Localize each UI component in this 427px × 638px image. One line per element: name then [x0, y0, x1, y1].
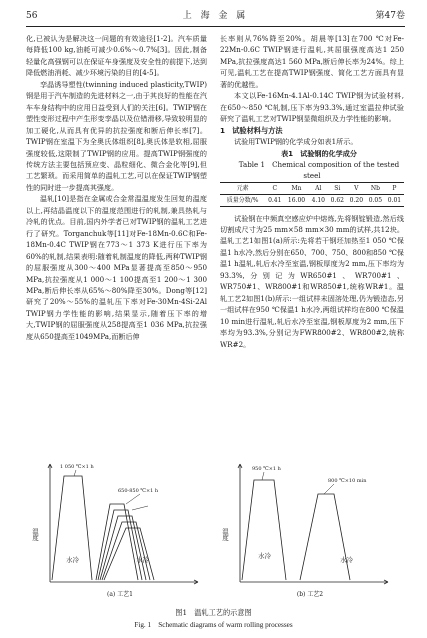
warm-rolling-curve — [96, 504, 138, 580]
paragraph: 长率则从76%降至20%。胡晨等[13]在700 ℃对Fe-22Mn-0.6C TWIP钢进行温轧,其屈服强度高达1 250 MPa,抗拉强度高达1 560 MPa,断后伸长率为24%。综上可见,温轧工艺在提高TWIP钢强度、简化工艺方面具有显著的优越性。 — [220, 34, 404, 89]
annotation: 950 ℃×1 h — [252, 466, 281, 472]
annotation: 800 ℃×10 min — [328, 478, 367, 484]
volume-label: 第47卷 — [375, 11, 405, 21]
annotation: 水冷 — [66, 556, 79, 564]
table-header-row — [220, 182, 404, 194]
table-cell: 0.05 — [366, 194, 385, 206]
paragraph: 孪晶诱导塑性(twinning induced plasticity,TWIP)钢是用于汽车制造的先进材料之一,由于其良好的性能在汽车车身结构中的应用日益受到人们的关注[6]。TWIP钢在塑性变形过程中产生形变孪晶以及位错滑移,导致较明显的加工硬化,从而具有优异的抗拉强度和断后伸长率[7]。TWIP钢在室温下为全奥氏体组织[8],奥氏体是软相,屈服强度较低,这限制了TWIP钢的应用。提高TWIP钢强度的传统方法主要包括预应变、晶粒细化、微合金化等[9],但工艺繁琐。而采用简单的温轧工艺,可以在保证TWIP钢塑性的同时进一步提高其强度。 — [26, 79, 207, 192]
table-header-cell: Al — [309, 182, 328, 194]
paragraph: 试验钢在中频真空感应炉中熔炼,先将钢锭锻造,然后线切割成尺寸为25 mm×58 mm×30 mm的试样,共12块。温轧工艺1如图1(a)所示:先将若干钢坯加热至1 050 ℃保温1 h水冷,然后分别在650、700、750、800和850 ℃保温1 h温轧,轧后水冷至室温,钢板厚度为2 mm,压下率均为93.3%,分别记为WR650#1、WR700#1、WR750#1、WR800#1和WR850#1,统称WR#1。温轧工艺2如图1(b)所示:一组试样未固溶处理,仍为锻造态,另一组试样在950 ℃保温1 h水冷,两组试样均在800 ℃保温10 min进行温轧,轧后水冷至室温,钢板厚度为2 mm,压下率均为93.3%,分别记为FWR800#2、WR800#2,统称WR#2。 — [220, 213, 404, 349]
running-header — [26, 8, 405, 24]
solution-treatment-curve — [52, 476, 92, 580]
subfigure-caption: (a) 工艺1 — [107, 591, 133, 598]
table-header-cell: P — [385, 182, 404, 194]
subfigure-caption: (b) 工艺2 — [296, 591, 324, 598]
page-number: 56 — [26, 11, 38, 21]
journal-name: 上 海 金 属 — [182, 11, 249, 21]
table-cell: 4.10 — [309, 194, 328, 206]
table-caption-en: Table 1 Chemical composition of the tested steel — [238, 159, 400, 180]
table-cell: 16.00 — [284, 194, 309, 206]
table-header-cell: Mn — [284, 182, 309, 194]
solution-treatment-curve — [242, 480, 286, 580]
figure-1 — [30, 458, 400, 598]
paragraph: 化,已被认为是解决这一问题的有效途径[1-2]。汽车质量每降低100 kg,油耗可减少0.6%～0.7%[3]。因此,制备轻量化高强钢可以在保证车身强度及安全性的前提下,达到降低燃油消耗、减少环境污染的目的[4-5]。 — [26, 34, 207, 78]
table-cell: 0.01 — [385, 194, 404, 206]
right-column — [220, 33, 404, 350]
warm-rolling-curve — [300, 494, 350, 580]
warm-rolling-curve — [98, 510, 142, 580]
y-axis-label: 温度 — [31, 528, 39, 541]
annotation: 水冷 — [340, 556, 353, 564]
leader-line — [74, 470, 76, 476]
leader-line — [324, 484, 334, 494]
warm-rolling-curve — [104, 528, 154, 580]
paragraph: 温轧[10]是指在金属或合金常温温度发生回复的温度以上,再结晶温度以下的温度范围进行的轧制,兼具热轧与冷轧的优点。目前,国内外学者已对TWIP钢的温轧工艺进行了研究。Torganchuk等[11]对Fe-18Mn-0.6C和Fe-18Mn-0.4C TWIP钢在773～1 373 K进行压下率为60%的轧制,结果表明:随着轧制温度的降低,两种TWIP钢的屈服强度从300～400 MPa显著提高至850～950 MPa,抗拉强度从1 000～1 100提高至1 200～1 300 MPa,断后伸长率从65%～80%降至30%。Dong等[12]研究了20%～55%的温轧压下率对Fe-30Mn-4Si-2Al TWIP钢力学性能的影响,结果显示,随着压下率的增大,TWIP钢的屈服强度从258提高至1 036 MPa,抗拉强度从650提高至1049MPa,而断后伸 — [26, 194, 207, 341]
table-caption-cn: 表1 试验钢的化学成分 — [281, 148, 357, 158]
table-cell: 0.41 — [265, 194, 284, 206]
table-header-cell: 元素 — [220, 182, 265, 194]
table-header-cell: V — [347, 182, 366, 194]
leader-line — [126, 494, 148, 510]
header-rule — [26, 26, 405, 27]
axis-arrows — [48, 464, 198, 584]
paragraph: 本文以Fe-16Mn-4.1Al-0.14C TWIP钢为试验材料,在650～850 ℃轧制,压下率为93.3%,通过室温拉伸试验研究了温轧工艺对TWIP钢显微组织及力学性能的影响。 — [220, 91, 404, 124]
section-heading: 1 试验材料与方法 — [220, 125, 283, 135]
figure-caption-en: Fig. 1 Schematic diagrams of warm rolling processes — [134, 621, 293, 629]
process-2-diagram — [220, 458, 400, 598]
left-column — [26, 33, 207, 342]
composition-table — [220, 182, 404, 207]
annotation: 水冷 — [258, 552, 271, 560]
y-axis-label: 温度 — [221, 528, 229, 541]
annotation: 650-850 ℃×1 h — [118, 488, 159, 494]
table-cell: 0.62 — [328, 194, 347, 206]
warm-rolling-curve — [100, 516, 146, 580]
annotation: 水冷 — [136, 556, 149, 564]
table-header-cell: Si — [328, 182, 347, 194]
annotation: 1 050 ℃×1 h — [60, 464, 94, 470]
table-cell: 质量分数/% — [220, 194, 265, 206]
figure-caption-cn: 图1 温轧工艺的示意图 — [175, 608, 252, 617]
table-header-cell: Nb — [366, 182, 385, 194]
leader-line — [262, 472, 264, 480]
table-row — [220, 194, 404, 206]
paragraph: 试验用TWIP钢的化学成分如表1所示。 — [234, 137, 358, 147]
table-cell: 0.20 — [347, 194, 366, 206]
process-1-diagram — [30, 458, 210, 598]
table-header-cell: C — [265, 182, 284, 194]
